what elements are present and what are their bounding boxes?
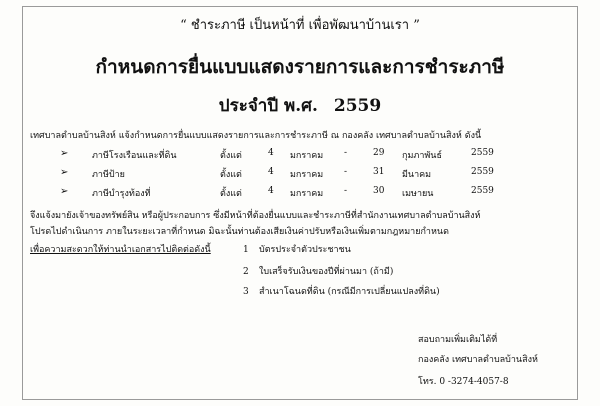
contact-phone: โทร. 0 -3274-4057-8	[418, 377, 509, 387]
tax-name: ภาษีบำรุงท้องที่	[92, 189, 151, 199]
range-dash: -	[344, 148, 348, 158]
arrow-bullet-icon: ➢	[60, 167, 69, 178]
document-item	[243, 284, 440, 298]
year: 2559	[471, 167, 494, 177]
start-month: มกราคม	[290, 170, 324, 180]
intro-text: เทศบาลตำบลบ้านสิงห์ แจ้งกำหนดการยื่นแบบแสดงรายการและการชำระภาษี ณ กองคลัง เทศบาลตำบลบ้านสิงห์ ดังนี้	[30, 131, 482, 141]
end-month: กุมภาพันธ์	[402, 151, 442, 161]
from-label: ตั้งแต่	[220, 151, 242, 161]
start-day: 4	[268, 167, 274, 177]
fiscal-year-label: ประจำปี พ.ศ.	[218, 96, 318, 116]
contact-office: กองคลัง เทศบาลตำบลบ้านสิงห์	[418, 355, 538, 365]
from-label: ตั้งแต่	[220, 170, 242, 180]
document-number: 3	[243, 287, 249, 297]
end-day: 29	[373, 148, 385, 158]
documents-lead: เพื่อความสะดวกให้ท่านนำเอกสารไปติดต่อดังนี้	[30, 245, 211, 255]
document-item	[243, 242, 351, 256]
fiscal-year-value: 2559	[333, 96, 382, 116]
tax-name: ภาษีป้าย	[92, 170, 125, 180]
start-month: มกราคม	[290, 151, 324, 161]
from-label: ตั้งแต่	[220, 189, 242, 199]
fiscal-year	[0, 92, 600, 119]
range-dash: -	[344, 167, 348, 177]
end-day: 30	[373, 186, 385, 196]
start-day: 4	[268, 148, 274, 158]
year: 2559	[471, 148, 494, 158]
range-dash: -	[344, 186, 348, 196]
start-month: มกราคม	[290, 189, 324, 199]
end-month: มีนาคม	[402, 170, 432, 180]
document-text: บัตรประจำตัวประชาชน	[259, 245, 351, 255]
contact-heading: สอบถามเพิ่มเติมได้ที่	[418, 335, 498, 345]
document-number: 2	[243, 267, 249, 277]
notice-line-2: โปรดไปดำเนินการ ภายในระยะเวลาที่กำหนด มิฉะนั้นท่านต้องเสียเงินค่าปรับหรือเงินเพิ่มตามกฎหมายกำหนด	[30, 227, 449, 237]
end-month: เมษายน	[402, 189, 434, 199]
document-text: ใบเสร็จรับเงินของปีที่ผ่านมา (ถ้ามี)	[259, 267, 394, 277]
document-title: กำหนดการยื่นแบบแสดงรายการและการชำระภาษี	[95, 56, 505, 78]
arrow-bullet-icon: ➢	[60, 186, 69, 197]
document-text: สำเนาโฉนดที่ดิน (กรณีมีการเปลี่ยนแปลงที่ดิน)	[259, 287, 440, 297]
arrow-bullet-icon: ➢	[60, 148, 69, 159]
end-day: 31	[373, 167, 385, 177]
document-number: 1	[243, 245, 249, 255]
notice-line-1: จึงแจ้งมายังเจ้าของทรัพย์สิน หรือผู้ประกอบการ ซึ่งมีหน้าที่ต้องยื่นแบบและชำระภาษีที่สำนักงานเทศบาลตำบลบ้านสิงห์	[30, 211, 481, 221]
year: 2559	[471, 186, 494, 196]
motto: “ ชำระภาษี เป็นหน้าที่ เพื่อพัฒนาบ้านเรา ”	[180, 18, 420, 33]
tax-name: ภาษีโรงเรือนและที่ดิน	[92, 151, 177, 161]
document-item	[243, 264, 393, 278]
start-day: 4	[268, 186, 274, 196]
